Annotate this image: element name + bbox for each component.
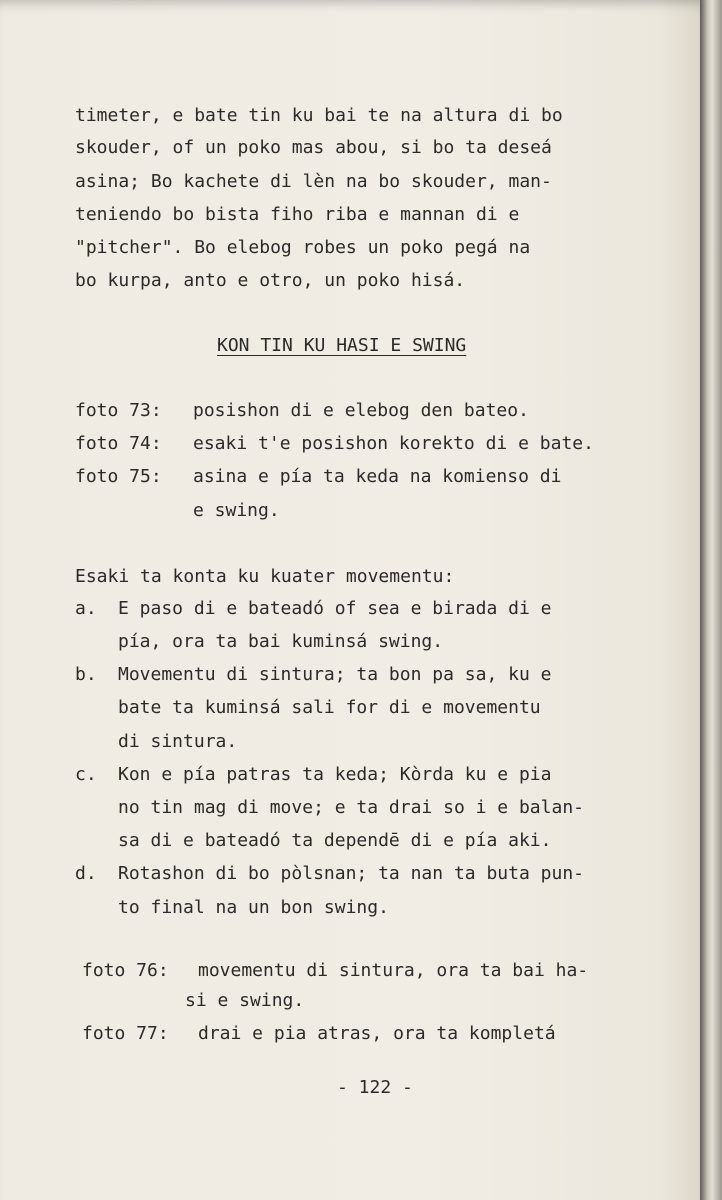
- list-marker: c.: [75, 764, 97, 785]
- list-item-line: E paso di e bateadó of sea e birada di e: [118, 598, 552, 619]
- page-number: - 122 -: [337, 1077, 413, 1098]
- photo-label: foto 75:: [75, 466, 162, 487]
- list-marker: d.: [75, 863, 97, 884]
- photo-label: foto 73:: [75, 400, 162, 421]
- photo-label: foto 76:: [82, 960, 169, 981]
- photo-caption: movementu di sintura, ora ta bai ha-: [198, 960, 589, 981]
- list-marker: b.: [75, 664, 97, 685]
- list-item-line: di sintura.: [118, 731, 238, 752]
- list-intro: Esaki ta konta ku kuater movementu:: [75, 566, 455, 587]
- list-item-line: Kon e pía patras ta keda; Kòrda ku e pia: [118, 764, 552, 785]
- photo-caption: esaki t'e posishon korekto di e bate.: [193, 433, 594, 454]
- list-item-line: Movementu di sintura; ta bon pa sa, ku e: [118, 664, 552, 685]
- section-heading: KON TIN KU HASI E SWING: [217, 335, 467, 356]
- paragraph-line: skouder, of un poko mas abou, si bo ta deseá: [75, 137, 552, 158]
- page-edge: [700, 0, 722, 1200]
- list-item-line: sa di e bateadó ta dependē di e pía aki.: [118, 830, 552, 851]
- list-item-line: to final na un bon swing.: [118, 897, 389, 918]
- photo-caption-continued: si e swing.: [185, 990, 305, 1011]
- photo-caption: drai e pia atras, ora ta kompletá: [198, 1023, 556, 1044]
- photo-label: foto 74:: [75, 433, 162, 454]
- paragraph-line: asina; Bo kachete di lèn na bo skouder, man-: [75, 171, 552, 192]
- paragraph-line: "pitcher". Bo elebog robes un poko pegá na: [75, 237, 531, 258]
- list-marker: a.: [75, 598, 97, 619]
- photo-caption: asina e pía ta keda na komienso di: [193, 466, 562, 487]
- list-item-line: bate ta kuminsá sali for di e movementu: [118, 697, 541, 718]
- photo-caption-continued: e swing.: [193, 500, 280, 521]
- paragraph-line: timeter, e bate tin ku bai te na altura di bo: [75, 105, 563, 126]
- list-item-line: pía, ora ta bai kuminsá swing.: [118, 631, 444, 652]
- photo-label: foto 77:: [82, 1023, 169, 1044]
- paragraph-line: teniendo bo bista fiho riba e mannan di e: [75, 204, 520, 225]
- photo-caption: posishon di e elebog den bateo.: [193, 400, 529, 421]
- list-item-line: Rotashon di bo pòlsnan; ta nan ta buta pun-: [118, 863, 584, 884]
- paragraph-line: bo kurpa, anto e otro, un poko hisá.: [75, 270, 466, 291]
- list-item-line: no tin mag di move; e ta drai so i e balan-: [118, 797, 584, 818]
